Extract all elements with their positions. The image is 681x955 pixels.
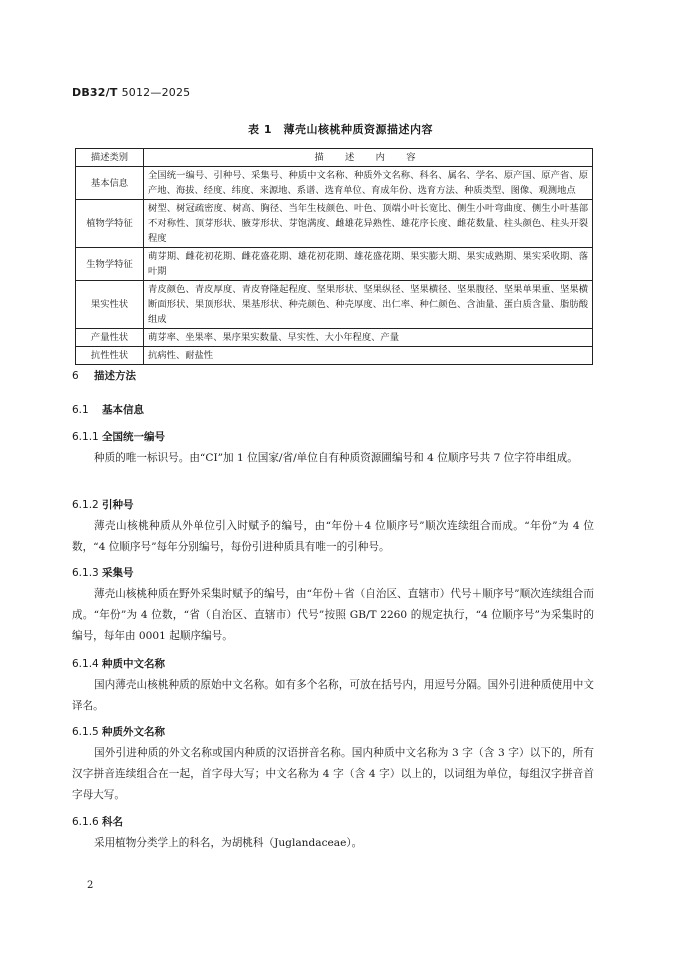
section-heading-6-1-1 [72, 429, 165, 444]
table-row [76, 200, 593, 248]
paragraph-6-1-4: 国内薄壳山核桃种质的原始中文名称。如有多个名称，可放在括号内，用逗号分隔。国外引进种质使用中文译名。 [72, 679, 594, 712]
row-content: 抗病性、耐盐性 [144, 347, 593, 365]
row-category: 基本信息 [76, 167, 144, 200]
row-content: 青皮颜色、青皮厚度、青皮脊隆起程度、坚果形状、坚果纵径、坚果横径、坚果腹径、坚果单果重、坚果横断面形状、果顶形状、果基形状、种壳颜色、种壳厚度、出仁率、种仁颜色、含油量、蛋白质含量、脂肪酸组成 [144, 281, 593, 329]
table-row [76, 281, 593, 329]
row-content: 萌芽期、雌花初花期、雌花盛花期、雄花初花期、雄花盛花期、果实膨大期、果实成熟期、果实采收期、落叶期 [144, 248, 593, 281]
row-category: 产量性状 [76, 329, 144, 347]
row-category: 生物学特征 [76, 248, 144, 281]
section-heading-6-1-2 [72, 497, 134, 512]
row-category: 果实性状 [76, 281, 144, 329]
section-heading-6-1-6 [72, 814, 123, 829]
table-header-row [76, 149, 593, 167]
paragraph-6-1-1: 种质的唯一标识号。由“CI”加 1 位国家/省/单位自有种质资源圃编号和 4 位顺序号共 7 位字符串组成。 [94, 452, 578, 464]
section-title: 种质外文名称 [102, 726, 165, 738]
row-content: 树型、树冠疏密度、树高、胸径、当年生枝颜色、叶色、顶端小叶长宽比、侧生小叶弯曲度、侧生小叶基部不对称性、顶芽形状、腋芽形状、芽饱满度、雌雄花异熟性、雄花序长度、雌花数量、柱头颜色、柱头开裂程度 [144, 200, 593, 248]
section-title: 基本信息 [102, 404, 144, 416]
row-content: 全国统一编号、引种号、采集号、种质中文名称、种质外文名称、科名、属名、学名、原产国、原产省、原产地、海拔、经度、纬度、来源地、系谱、选育单位、育成年份、选育方法、种质类型、图像、观测地点 [144, 167, 593, 200]
section-number: 6.1.2 [72, 499, 99, 511]
paragraph-6-1-3: 薄壳山核桃种质在野外采集时赋予的编号，由“年份＋省（自治区、直辖市）代号＋顺序号”顺次连续组合而成。“年份”为 4 位数，“省（自治区、直辖市）代号”按照 GB/T 2260 的规定执行，“4 位顺序号”为采集时的编号，每年由 0001 起顺序编号。 [72, 588, 594, 642]
standard-code [72, 86, 190, 99]
page-number: 2 [87, 880, 94, 891]
section-number: 6.1.4 [72, 658, 99, 670]
section-number: 6.1.6 [72, 816, 99, 828]
section-title: 采集号 [102, 567, 134, 579]
section-heading-6 [72, 368, 136, 383]
section-title: 科名 [102, 816, 123, 828]
section-heading-6-1-5 [72, 724, 165, 739]
section-title: 引种号 [102, 499, 134, 511]
description-table [75, 148, 593, 365]
header-category: 描述类别 [76, 149, 144, 167]
standard-number: 5012—2025 [121, 86, 191, 99]
table-row [76, 167, 593, 200]
table-row [76, 248, 593, 281]
paragraph-6-1-2: 薄壳山核桃种质从外单位引入时赋予的编号，由“年份＋4 位顺序号”顺次连续组合而成。“年份”为 4 位数，“4 位顺序号”每年分别编号，每份引进种质具有唯一的引种号。 [72, 520, 594, 553]
section-heading-6-1-3 [72, 565, 134, 580]
section-number: 6.1.1 [72, 431, 99, 443]
standard-prefix: DB32/T [72, 86, 118, 99]
header-content: 描 述 内 容 [144, 149, 593, 167]
paragraph-6-1-6: 采用植物分类学上的科名，为胡桃科（Juglandaceae）。 [94, 837, 363, 849]
section-number: 6 [72, 370, 79, 382]
row-content: 萌芽率、坐果率、果序果实数量、早实性、大小年程度、产量 [144, 329, 593, 347]
row-category: 抗性性状 [76, 347, 144, 365]
table-row [76, 347, 593, 365]
section-title: 描述方法 [94, 370, 136, 382]
table-caption: 表 1 薄壳山核桃种质资源描述内容 [248, 123, 433, 136]
paragraph-6-1-5: 国外引进种质的外文名称或国内种质的汉语拼音名称。国内种质中文名称为 3 字（含 3 字）以下的，所有汉字拼音连续组合在一起，首字母大写；中文名称为 4 字（含 4 字）以上的，以词组为单位，每组汉字拼音首字母大写。 [72, 747, 594, 801]
row-category: 植物学特征 [76, 200, 144, 248]
section-title: 全国统一编号 [102, 431, 165, 443]
section-number: 6.1.5 [72, 726, 99, 738]
section-heading-6-1-4 [72, 656, 165, 671]
section-heading-6-1 [72, 402, 144, 417]
table-row [76, 329, 593, 347]
section-number: 6.1 [72, 404, 89, 416]
section-title: 种质中文名称 [102, 658, 165, 670]
section-number: 6.1.3 [72, 567, 99, 579]
